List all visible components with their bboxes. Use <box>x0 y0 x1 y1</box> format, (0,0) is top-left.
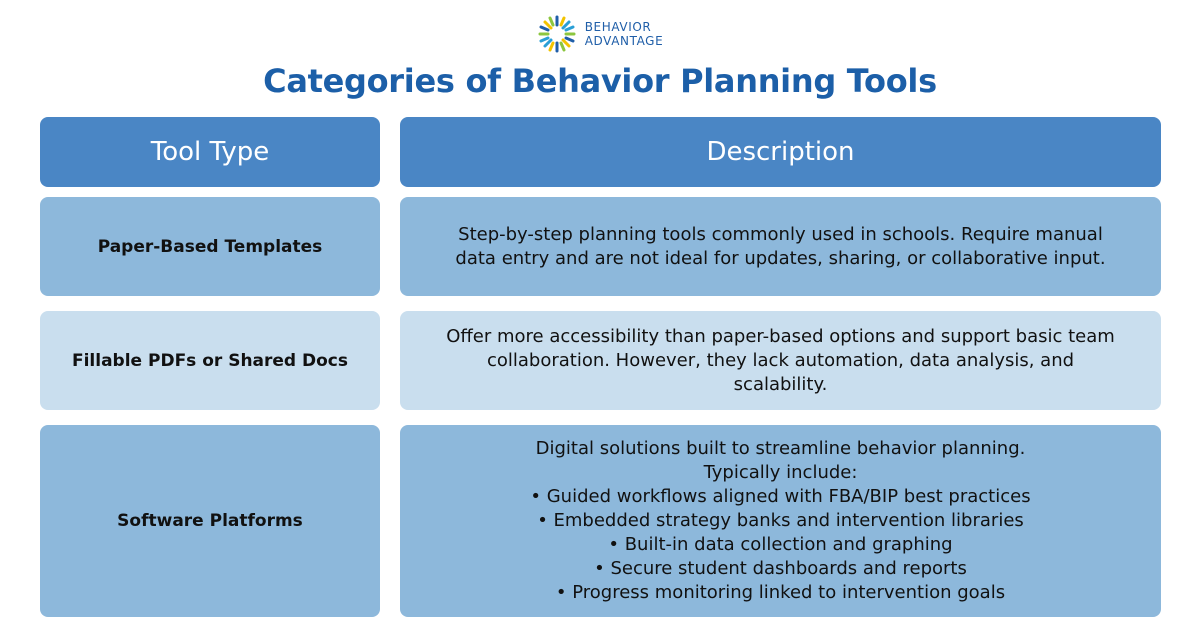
row-2-description-text: Offer more accessibility than paper-based options and support basic team collaboration. However, they lack automation, data analysis, and scalability. <box>446 325 1115 395</box>
row-2-description <box>400 311 1161 410</box>
list-item: • Guided workflows aligned with FBA/BIP best practices <box>530 486 1031 507</box>
row-3-intro-2: Typically include: <box>703 462 858 483</box>
row-1-tool-type <box>40 197 380 296</box>
header-tool-type <box>40 117 380 187</box>
list-item: • Built-in data collection and graphing <box>608 534 953 555</box>
list-item: • Progress monitoring linked to intervention goals <box>555 582 1006 603</box>
row-2-tool-type-label: Fillable PDFs or Shared Docs <box>71 350 349 371</box>
header-tool-type-label: Tool Type <box>150 137 270 167</box>
row-3-description-list <box>530 437 1030 605</box>
row-1-description <box>400 197 1161 296</box>
row-1-tool-type-label: Paper-Based Templates <box>97 236 323 257</box>
list-item: • Embedded strategy banks and intervention libraries <box>537 510 1024 531</box>
brand-line-2: ADVANTAGE <box>584 34 664 48</box>
list-item: • Secure student dashboards and reports <box>594 558 967 579</box>
row-3-description <box>400 425 1161 617</box>
brand-wordmark <box>585 20 664 48</box>
brand-logo <box>0 14 1200 54</box>
row-2-tool-type <box>40 311 380 410</box>
row-3-tool-type <box>40 425 380 617</box>
header-description <box>400 117 1161 187</box>
brand-line-1: BEHAVIOR <box>584 20 652 34</box>
header-description-label: Description <box>706 137 855 167</box>
starburst-logo-icon <box>537 14 577 54</box>
row-3-tool-type-label: Software Platforms <box>117 511 303 531</box>
page-title: Categories of Behavior Planning Tools <box>263 62 937 100</box>
row-3-intro-1: Digital solutions built to streamline behavior planning. <box>535 438 1026 459</box>
row-1-description-text: Step-by-step planning tools commonly used in schools. Require manual data entry and are not ideal for updates, sharing, or collaborative input. <box>455 223 1106 269</box>
